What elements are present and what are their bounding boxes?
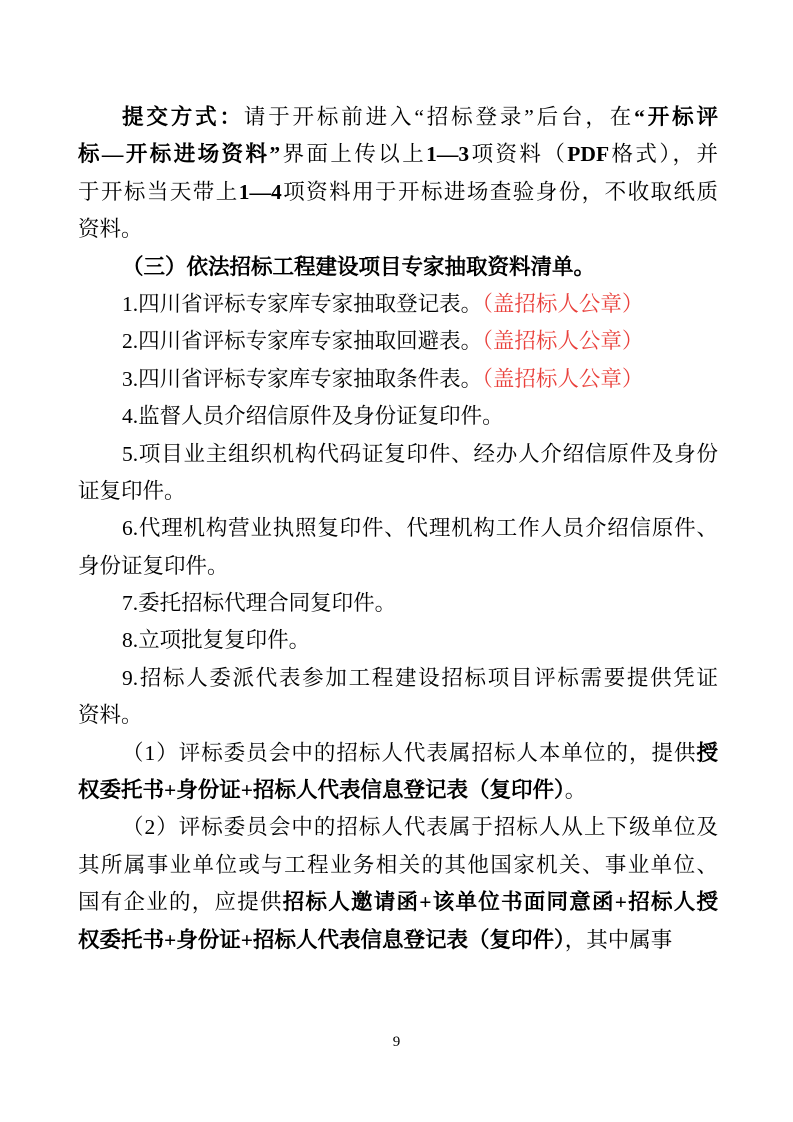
text-segment: 2.四川省评标专家库专家抽取回避表。 <box>122 329 483 354</box>
text-segment: 身份证复印件。 <box>78 553 229 578</box>
text-line <box>78 922 718 959</box>
text-segment: 4.监督人员介绍信原件及身份证复印件。 <box>122 404 504 429</box>
text-segment: 5.项目业主组织机构代码证复印件、经办人介绍信原件及身份 <box>122 441 718 466</box>
text-segment: 项资料（ <box>469 142 568 167</box>
text-segment: 其所属事业单位或与工程业务相关的其他国家机关、事业单位、 <box>78 852 718 877</box>
text-segment: “开标评 <box>634 105 718 129</box>
text-segment: 格式），并 <box>609 142 718 167</box>
text-segment: （三）依法招标工程建设项目专家抽取资料清单。 <box>122 254 596 279</box>
text-line <box>78 436 718 473</box>
text-segment: 权委托书+身份证+招标人代表信息登记表（复印件） <box>78 927 565 952</box>
text-segment: 证复印件。 <box>78 478 186 503</box>
text-segment: 3.四川省评标专家库专家抽取条件表。 <box>122 366 483 391</box>
text-segment: 提交方式： <box>122 105 244 129</box>
text-line <box>78 174 718 211</box>
stamp-note: （盖招标人公章） <box>482 291 644 316</box>
text-line <box>78 286 718 323</box>
text-segment: PDF <box>567 142 610 167</box>
text-segment: （1）评标委员会中的招标人代表属招标人本单位的，提供 <box>122 740 697 765</box>
text-segment: 招标人邀请函+该单位书面同意函+招标人授 <box>282 890 718 915</box>
text-segment: 1—3 <box>426 142 470 167</box>
text-segment: 1—4 <box>238 179 282 204</box>
text-segment: 权委托书+身份证+招标人代表信息登记表（复印件） <box>78 778 565 803</box>
text-line <box>78 510 718 547</box>
text-segment: 授 <box>696 740 718 765</box>
text-line <box>78 99 718 136</box>
text-segment: 项资料用于开标进场查验身份，不收取纸质 <box>281 179 718 204</box>
text-segment: 9.招标人委派代表参加工程建设招标项目评标需要提供凭证 <box>122 665 718 690</box>
document-body <box>78 99 718 959</box>
text-line <box>78 249 718 286</box>
text-segment: 国有企业的，应提供 <box>78 890 283 915</box>
text-segment: ，其中属事 <box>564 927 673 952</box>
text-segment: 资料。 <box>78 703 143 728</box>
text-segment: 资料。 <box>78 217 143 242</box>
text-line <box>78 697 718 734</box>
text-segment: （2）评标委员会中的招标人代表属于招标人从上下级单位及 <box>122 815 718 840</box>
text-line <box>78 622 718 659</box>
text-segment: 7.委托招标代理合同复印件。 <box>122 591 397 616</box>
text-segment: 1.四川省评标专家库专家抽取登记表。 <box>122 291 483 316</box>
text-line <box>78 809 718 846</box>
text-line <box>78 660 718 697</box>
page-number: 9 <box>392 1034 401 1050</box>
text-line <box>78 735 718 772</box>
text-segment: 请于开标前进入“招标登录”后台，在 <box>243 105 635 129</box>
text-line <box>78 548 718 585</box>
text-line <box>78 473 718 510</box>
text-line <box>78 323 718 360</box>
text-segment: 8.立项批复复印件。 <box>122 628 311 653</box>
text-segment: 标—开标进场资料” <box>78 142 281 167</box>
stamp-note: （盖招标人公章） <box>482 366 644 391</box>
text-line <box>78 585 718 622</box>
stamp-note: （盖招标人公章） <box>482 329 644 354</box>
text-line <box>78 772 718 809</box>
text-segment: 界面上传以上 <box>280 142 427 167</box>
text-line <box>78 398 718 435</box>
text-line <box>78 361 718 398</box>
text-segment: 。 <box>564 778 587 803</box>
text-line <box>78 884 718 921</box>
text-line <box>78 211 718 248</box>
text-line <box>78 136 718 173</box>
text-line <box>78 847 718 884</box>
text-segment: 6.代理机构营业执照复印件、代理机构工作人员介绍信原件、 <box>122 516 718 541</box>
text-segment: 于开标当天带上 <box>78 179 239 204</box>
